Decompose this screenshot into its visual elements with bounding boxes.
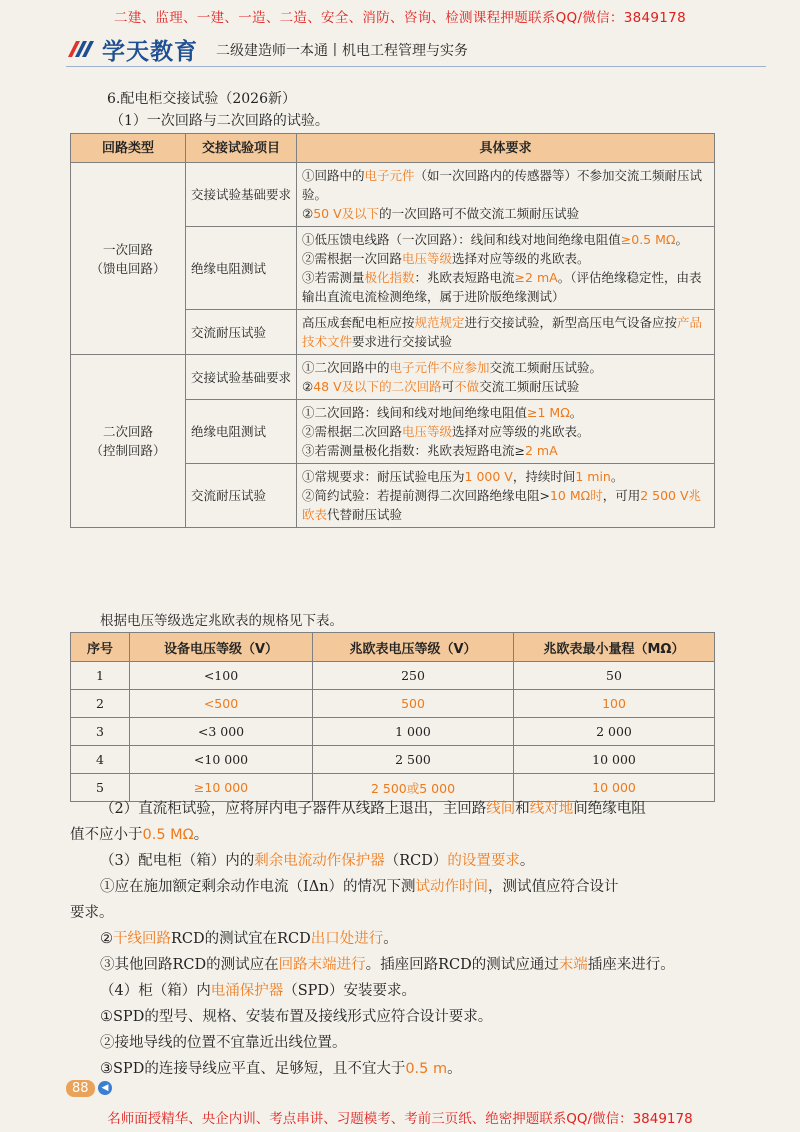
highlight-text: ≥0.5 MΩ [620,232,676,247]
circuit-type-name: 二次回路 [102,424,153,439]
highlight-text: 的设置要求 [447,853,520,869]
text-run: 的一次回路可不做交流工频耐压试验 [379,206,580,221]
table-header-cell: 交接试验项目 [186,134,297,163]
highlight-text: 50 V及以下 [313,206,380,221]
text-run: RCD的测试宜在RCD [171,931,311,947]
requirement-cell [297,227,715,310]
text-run: 高压成套配电柜应按 [302,315,415,330]
test-item-cell: 交流耐压试验 [186,464,297,528]
table-cell-meter: 2 500或5 000 [313,774,514,802]
highlight-text: 电压等级 [402,251,453,266]
highlight-text: 规范规定 [414,315,465,330]
table-header-cell: 序号 [71,633,130,662]
highlight-text: 不做 [454,379,480,394]
circuit-type-cell [71,355,186,528]
circuit-type-sub: （控制回路） [90,443,166,458]
table-intro-text: 根据电压等级选定兆欧表的规格见下表。 [100,613,343,629]
text-run: 交流工频耐压试验 [479,379,580,394]
text-run: （RCD） [384,853,448,869]
text-run: ② [302,379,314,394]
megohmmeter-spec-table [70,632,715,802]
text-run: ，持续时间 [512,469,576,484]
text-run: 。 [383,931,398,947]
table-header-cell: 具体要求 [297,134,715,163]
text-run: 。 [610,469,624,484]
highlight-text: 剩余电流动作保护器 [254,853,385,869]
requirement-cell [297,400,715,464]
requirement-line [302,486,709,524]
text-run: 。 [569,405,583,420]
paragraph-line [100,978,750,1004]
text-run: （4）柜（箱）内 [100,983,211,999]
highlight-text: 电涌保护器 [210,983,284,999]
table-header-cell: 设备电压等级（V） [130,633,313,662]
table-row [71,662,715,690]
requirement-line [302,441,709,460]
highlight-text: 线间 [486,801,516,817]
test-item-cell: 交接试验基础要求 [186,163,297,227]
test-item-cell: 绝缘电阻测试 [186,227,297,310]
text-run: 。插座回路RCD的测试应通过 [365,957,559,973]
text-run: （SPD）安装要求。 [283,983,417,999]
highlight-text: 0.5 MΩ [142,827,194,843]
requirement-line [302,422,709,441]
paragraph-line [100,1030,750,1056]
requirement-line [302,268,709,306]
text-run: 选择对应等级的兆欧表。 [452,251,590,266]
highlight-text: 1 min [575,469,611,484]
requirement-line [302,204,709,223]
text-run: ①二次回路中的 [302,360,390,375]
table-cell-equip: <100 [130,662,313,690]
table-cell-range: 10 000 [514,774,715,802]
text-run: ② [100,931,113,947]
table-cell-no: 5 [71,774,130,802]
requirement-line [302,249,709,268]
text-run: 选择对应等级的兆欧表。 [452,424,590,439]
text-run: 和 [515,801,530,817]
text-run: 间绝缘电阻 [573,801,646,817]
circuit-type-name: 一次回路 [102,241,153,257]
text-run: ② [302,206,314,221]
table-cell-equip: ≥10 000 [130,774,313,802]
table-cell-meter: 250 [313,662,514,690]
text-run: 。 [447,1061,462,1077]
highlight-text: 回路末端进行 [278,957,366,973]
highlight-text: 产品技术文件 [302,315,703,349]
table-cell-no: 4 [71,746,130,774]
highlight-text: 末端 [558,957,588,973]
bottom-promo-banner: 名师面授精华、央企内训、考点串讲、习题模考、考前三页纸、绝密押题联系QQ/微信：3849178 [107,1111,693,1127]
table-row [71,163,715,227]
requirement-line [302,377,709,396]
highlight-text: ≥1 MΩ [527,405,570,420]
test-item-cell: 交接试验基础要求 [186,355,297,400]
text-run: ①常规要求：耐压试验电压为 [302,469,465,484]
text-run: ，测试值应符合设计 [488,879,619,895]
text-run: 。 [193,827,209,843]
paragraph-line [100,1056,750,1082]
requirement-line [302,166,709,204]
table-header-cell: 回路类型 [71,134,186,163]
table-cell-range: 2 000 [514,718,715,746]
text-run: ①回路中的 [302,168,365,183]
circuit-type-sub: （馈电回路） [90,260,166,276]
table-cell-range: 100 [514,690,715,718]
paragraph-line [100,874,750,900]
subsection-title: （1）一次回路与二次回路的试验。 [110,113,329,129]
text-run: （2）直流柜试验，应将屏内电子器件从线路上退出，主回路 [100,801,487,817]
text-run: ①应在施加额定剩余动作电流（IΔn）的情况下测 [100,879,416,895]
highlight-text: 电压等级 [402,424,453,439]
text-run: 可 [441,379,455,394]
highlight-text: 2 500 V兆欧表 [302,488,702,522]
highlight-text: 电子元件 [364,168,415,183]
text-run: ②需根据一次回路 [302,251,403,266]
text-run: ②需根据二次回路 [302,424,403,439]
requirement-cell [297,163,715,227]
paragraph-line [100,796,750,822]
page-number: 88 [66,1080,95,1097]
paragraph-line [100,926,750,952]
requirement-line [302,403,709,422]
text-run: ①二次回路：线间和线对地间绝缘电阻值 [302,405,528,420]
table-header-cell: 兆欧表最小量程（MΩ） [514,633,715,662]
highlight-text: 电子元件不应参加 [389,360,490,375]
text-run: ③若需测量极化指数：兆欧表短路电流≥ [302,443,525,458]
table-cell-range: 50 [514,662,715,690]
highlight-text: 干线回路 [113,931,171,947]
text-run: 要求。 [70,905,114,921]
text-run: ①SPD的型号、规格、安装布置及接线形式应符合设计要求。 [100,1009,493,1025]
paragraph-line [100,952,750,978]
text-run: ②接地导线的位置不宜靠近出线位置。 [100,1035,347,1051]
logo-stripes-icon [66,37,96,61]
paragraph-line [100,1004,750,1030]
circuit-test-table [70,133,715,528]
text-run: 进行交接试验，新型高压电气设备应按 [464,315,678,330]
table-cell-meter: 1 000 [313,718,514,746]
highlight-text: 极化指数 [364,270,415,285]
text-run: 代替耐压试验 [327,507,403,522]
highlight-text: 0.5 m [405,1061,448,1077]
table-cell-no: 1 [71,662,130,690]
table-cell-no: 3 [71,718,130,746]
highlight-text: 2 mA [524,443,558,458]
book-title: 二级建造师一本通丨机电工程管理与实务 [216,43,468,59]
table-cell-meter: 500 [313,690,514,718]
table-header-cell: 兆欧表电压等级（V） [313,633,514,662]
table-row [71,355,715,400]
test-item-cell: 交流耐压试验 [186,310,297,355]
text-run: 。（评估绝缘稳定性，由表输出直流电流检测绝缘，属于进阶版绝缘测试） [302,270,702,304]
text-run: ，可用 [602,488,641,503]
text-run: （如一次回路内的传感器等）不参加交流工频耐压试验。 [302,168,703,202]
text-run: 。 [675,232,688,247]
paragraph-line [70,900,720,926]
circuit-type-cell [71,163,186,355]
highlight-text: 线对地 [529,801,574,817]
text-run: 。 [519,853,535,869]
page-header [66,32,766,67]
table-cell-equip: <10 000 [130,746,313,774]
table-cell-equip: <500 [130,690,313,718]
requirement-line [302,230,709,249]
publisher-logo [66,32,198,66]
text-run: 要求进行交接试验 [352,334,453,349]
highlight-text: 10 MΩ时 [549,488,603,503]
text-run: 插座来进行。 [587,957,675,973]
section-title: 6.配电柜交接试验（2026新） [107,91,296,107]
paragraph-line [100,848,750,874]
table-row [71,746,715,774]
highlight-text: 试动作时间 [415,879,489,895]
text-run: ③SPD的连接导线应平直、足够短，且不宜大于 [100,1061,406,1077]
text-run: 交流工频耐压试验。 [489,360,603,375]
requirement-line [302,313,709,351]
logo-text: 学天教育 [102,38,198,65]
table-cell-range: 10 000 [514,746,715,774]
text-run: （3）配电柜（箱）内的 [100,853,255,869]
text-run: ③其他回路RCD的测试应在 [100,957,279,973]
test-item-cell: 绝缘电阻测试 [186,400,297,464]
highlight-text: ≥2 mA [514,270,558,285]
table-cell-meter: 2 500 [313,746,514,774]
requirement-cell [297,464,715,528]
highlight-text: 48 V及以下的二次回路 [313,379,442,394]
table-cell-no: 2 [71,690,130,718]
requirement-cell [297,355,715,400]
highlight-text: 出口处进行 [310,931,384,947]
text-run: 值不应小于 [70,827,143,843]
requirement-line [302,358,709,377]
requirement-cell [297,310,715,355]
table-cell-equip: <3 000 [130,718,313,746]
highlight-text: 1 000 V [464,469,513,484]
paragraph-line [70,822,720,848]
table-row [71,718,715,746]
text-run: ②简约试验：若提前测得二次回路绝缘电阻> [302,488,550,503]
requirement-line [302,467,709,486]
text-run: ：兆欧表短路电流 [414,270,515,285]
page-arrow-icon: ◀ [98,1081,112,1095]
text-run: ③若需测量 [302,270,365,285]
top-promo-banner: 二建、监理、一建、一造、二造、安全、消防、咨询、检测课程押题联系QQ/微信：3849178 [114,10,686,26]
table-row [71,690,715,718]
text-run: ①低压馈电线路（一次回路）：线间和线对地间绝缘电阻值 [302,232,621,247]
